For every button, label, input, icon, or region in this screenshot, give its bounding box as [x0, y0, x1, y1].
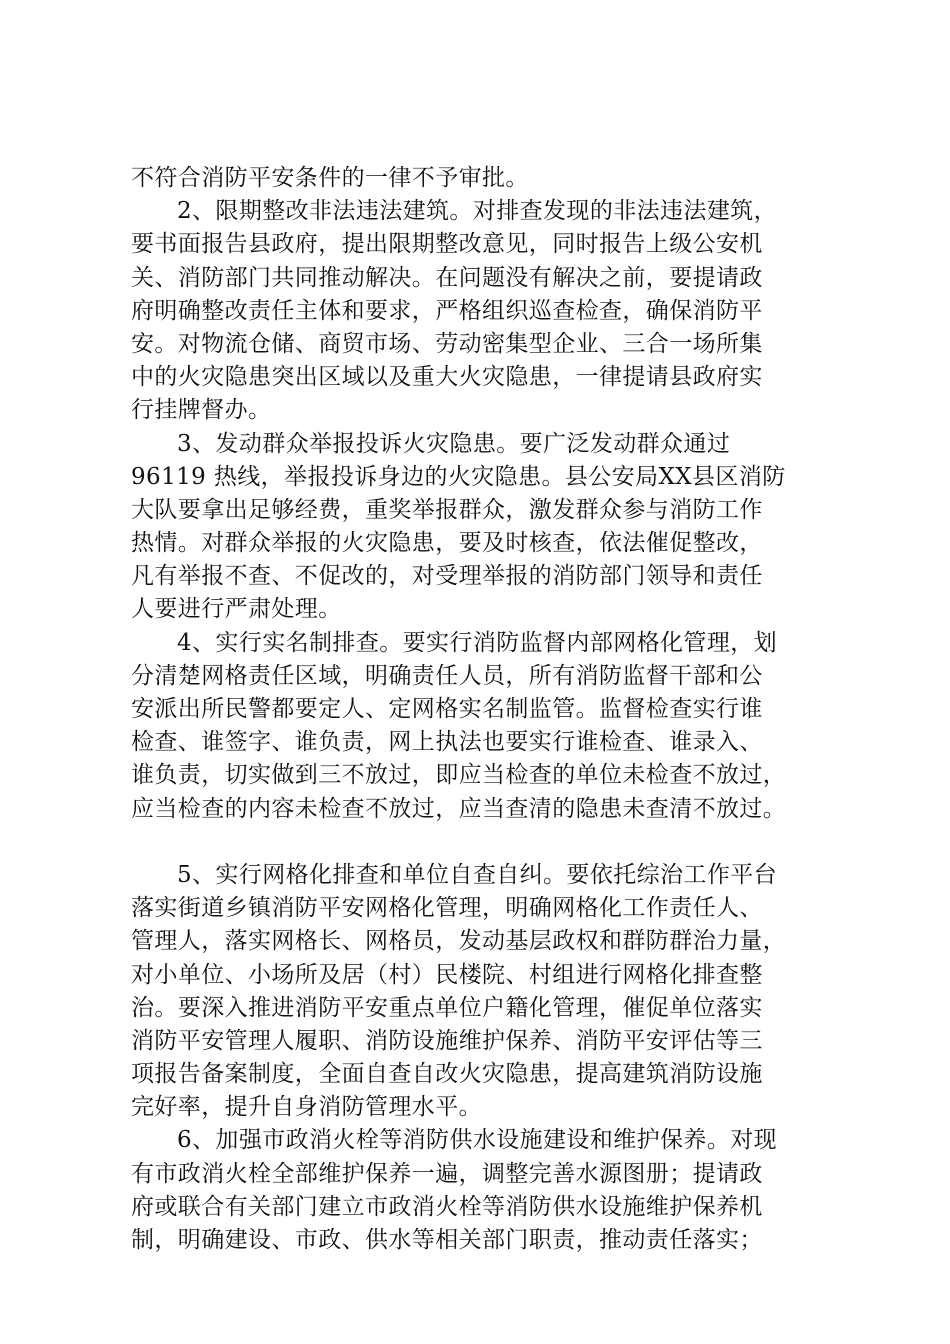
text-line: 96119 热线，举报投诉身边的火灾隐患。县公安局XX县区消防 — [131, 463, 786, 490]
text-line: 不符合消防平安条件的一律不予审批。 — [131, 165, 529, 191]
text-line: 安派出所民警都要定人、定网格实名制监管。监督检查实行谁 — [131, 696, 763, 722]
text-line: 管理人，落实网格长、网格员，发动基层政权和群防群治力量， — [131, 928, 787, 955]
text-line: 消防平安管理人履职、消防设施维护保养、消防平安评估等三 — [131, 1027, 763, 1054]
text-line: 有市政消火栓全部维护保养一遍，调整完善水源图册；提请政 — [131, 1160, 763, 1187]
text-line: 人要进行严肃处理。 — [131, 596, 342, 623]
body-text — [131, 162, 831, 1257]
text-line: 大队要拿出足够经费，重奖举报群众，激发群众参与消防工作 — [131, 496, 763, 523]
paragraph-5-first-line: 5、实行网格化排查和单位自查自纠。要依托综治工作平台 — [177, 861, 778, 888]
text-line: 关、消防部门共同推动解决。在问题没有解决之前，要提请政 — [131, 264, 763, 291]
text-line: 府明确整改责任主体和要求，严格组织巡查检查，确保消防平 — [131, 297, 763, 324]
text-line: 完好率，提升自身消防管理水平。 — [131, 1094, 482, 1121]
paragraph-gap — [131, 826, 831, 859]
paragraph-6-first-line: 6、加强市政消火栓等消防供水设施建设和维护保养。对现 — [177, 1127, 778, 1154]
paragraph-3-first-line: 3、发动群众举报投诉火灾隐患。要广泛发动群众通过 — [177, 430, 731, 457]
text-line: 谁负责，切实做到三不放过，即应当检查的单位未检查不放过， — [131, 762, 787, 789]
text-line: 检查、谁签字、谁负责，网上执法也要实行谁检查、谁录入、 — [131, 729, 763, 756]
text-line: 安。对物流仓储、商贸市场、劳动密集型企业、三合一场所集 — [131, 330, 763, 357]
text-line: 制，明确建设、市政、供水等相关部门职责，推动责任落实； — [131, 1227, 763, 1253]
text-line: 要书面报告县政府，提出限期整改意见，同时报告上级公安机 — [131, 231, 763, 258]
text-line: 落实街道乡镇消防平安网格化管理，明确网格化工作责任人、 — [131, 895, 763, 922]
text-line: 中的火灾隐患突出区域以及重大火灾隐患，一律提请县政府实 — [131, 364, 763, 391]
text-line: 应当检查的内容未检查不放过，应当查清的隐患未查清不放过。 — [131, 795, 787, 822]
paragraph-4-first-line: 4、实行实名制排查。要实行消防监督内部网格化管理，划 — [177, 629, 778, 656]
text-line: 行挂牌督办。 — [131, 397, 272, 424]
text-line: 分清楚网格责任区域，明确责任人员，所有消防监督干部和公 — [131, 662, 763, 689]
text-line: 治。要深入推进消防平安重点单位户籍化管理，催促单位落实 — [131, 994, 763, 1021]
text-line: 凡有举报不查、不促改的，对受理举报的消防部门领导和责任 — [131, 563, 763, 590]
paragraph-2-first-line: 2、限期整改非法违法建筑。对排查发现的非法违法建筑， — [177, 198, 778, 225]
text-line: 对小单位、小场所及居（村）民楼院、村组进行网格化排查整 — [131, 961, 763, 988]
text-line: 府或联合有关部门建立市政消火栓等消防供水设施维护保养机 — [131, 1193, 763, 1220]
text-line: 项报告备案制度，全面自查自改火灾隐患，提高建筑消防设施 — [131, 1061, 763, 1088]
text-line: 热情。对群众举报的火灾隐患，要及时核查，依法催促整改， — [131, 530, 763, 557]
